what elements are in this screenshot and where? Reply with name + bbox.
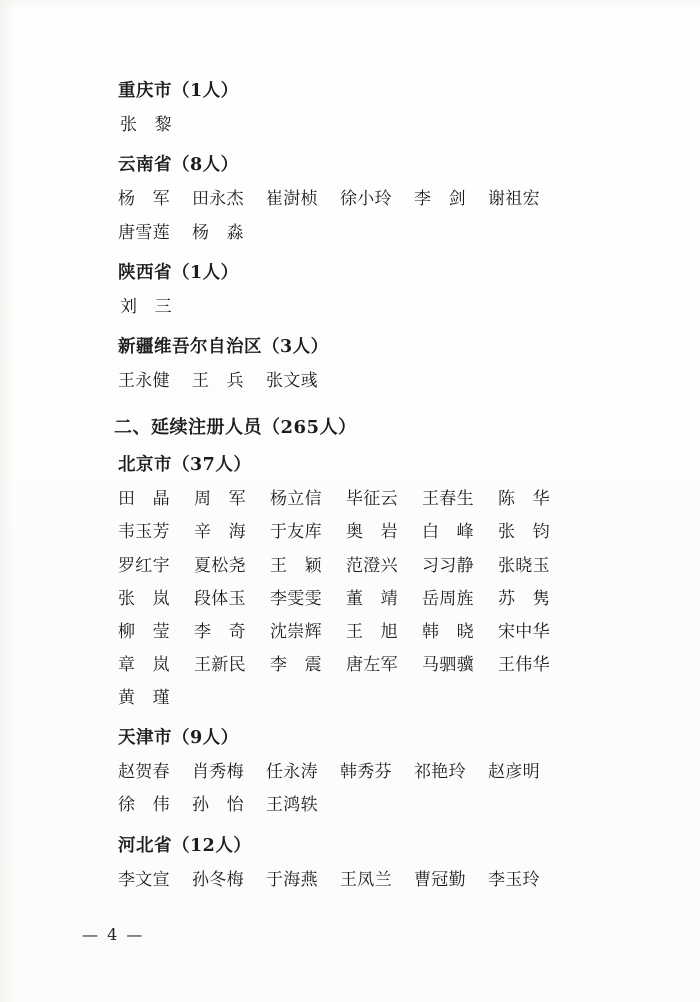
region-heading: 新疆维吾尔自治区（3人）	[118, 336, 329, 357]
person-name: 李玉玲	[488, 869, 540, 890]
person-name: 刘 三	[120, 296, 172, 317]
person-name: 唐雪莲	[118, 222, 170, 243]
name-row	[118, 291, 588, 324]
person-name: 辛 海	[194, 522, 246, 543]
person-name: 李雯雯	[270, 588, 322, 609]
name-row	[118, 217, 588, 250]
person-name: 段体玉	[194, 588, 246, 609]
scan-edge-top	[0, 0, 700, 10]
region-heading: 陕西省（1人）	[118, 262, 239, 283]
name-row	[118, 649, 588, 682]
section-heading: 二、延续注册人员（265人）	[114, 417, 357, 439]
person-name: 马驷骥	[422, 654, 474, 675]
person-name: 陈 华	[498, 489, 550, 510]
name-row	[118, 483, 588, 516]
document-body	[114, 78, 588, 897]
person-name: 张 黎	[120, 115, 172, 136]
person-name: 董 靖	[346, 588, 398, 609]
person-name: 苏 隽	[498, 588, 550, 609]
person-name: 习习静	[422, 555, 474, 576]
region-heading: 河北省（12人）	[118, 835, 252, 856]
person-name: 罗红宇	[118, 555, 170, 576]
person-name: 张文彧	[266, 371, 318, 392]
person-name: 韦玉芳	[118, 522, 170, 543]
person-name: 李 震	[270, 654, 322, 675]
person-name: 王 兵	[192, 371, 244, 392]
person-name: 谢祖宏	[488, 189, 540, 210]
region-heading: 北京市（37人）	[118, 455, 252, 476]
person-name: 于海燕	[266, 869, 318, 890]
name-row	[118, 183, 588, 216]
name-row	[118, 365, 588, 398]
person-name: 王凤兰	[340, 869, 392, 890]
person-name: 曹冠勤	[414, 869, 466, 890]
person-name: 李文宣	[118, 869, 170, 890]
region-heading: 云南省（8人）	[118, 155, 239, 176]
person-name: 张 岚	[118, 588, 170, 609]
person-name: 肖秀梅	[192, 762, 244, 783]
person-name: 王永健	[118, 371, 170, 392]
person-name: 毕征云	[346, 489, 398, 510]
person-name: 崔澍桢	[266, 189, 318, 210]
person-name: 于友库	[270, 522, 322, 543]
person-name: 周 军	[194, 489, 246, 510]
person-name: 柳 莹	[118, 621, 170, 642]
person-name: 黄 瑾	[118, 688, 170, 709]
person-name: 徐 伟	[118, 795, 170, 816]
person-name: 王新民	[194, 654, 246, 675]
person-name: 杨 淼	[192, 222, 244, 243]
person-name: 王 旭	[346, 621, 398, 642]
person-name: 韩秀芬	[340, 762, 392, 783]
person-name: 白 峰	[422, 522, 474, 543]
name-row	[118, 756, 588, 789]
name-row	[118, 516, 588, 549]
person-name: 孙冬梅	[192, 869, 244, 890]
person-name: 章 岚	[118, 654, 170, 675]
person-name: 岳周旌	[422, 588, 474, 609]
person-name: 祁艳玲	[414, 762, 466, 783]
person-name: 张 钧	[498, 522, 550, 543]
name-row	[118, 616, 588, 649]
person-name: 赵贺春	[118, 762, 170, 783]
person-name: 杨 军	[118, 189, 170, 210]
person-name: 韩 晓	[422, 621, 474, 642]
name-row	[118, 109, 588, 142]
person-name: 李 剑	[414, 189, 466, 210]
person-name: 李 奇	[194, 621, 246, 642]
person-name: 沈崇辉	[270, 621, 322, 642]
person-name: 唐左军	[346, 654, 398, 675]
scan-edge-left	[0, 0, 14, 1002]
name-row	[118, 789, 588, 822]
person-name: 田永杰	[192, 189, 244, 210]
person-name: 宋中华	[498, 621, 550, 642]
person-name: 杨立信	[270, 489, 322, 510]
region-heading: 天津市（9人）	[118, 728, 239, 749]
person-name: 徐小玲	[340, 189, 392, 210]
person-name: 奥 岩	[346, 522, 398, 543]
person-name: 夏松尧	[194, 555, 246, 576]
person-name: 田 晶	[118, 489, 170, 510]
person-name: 王鸿轶	[266, 795, 318, 816]
name-row	[118, 550, 588, 583]
person-name: 王 颖	[270, 555, 322, 576]
page-number: — 4 —	[82, 925, 145, 944]
person-name: 张晓玉	[498, 555, 550, 576]
person-name: 王伟华	[498, 654, 550, 675]
name-row	[118, 864, 588, 897]
name-row	[118, 682, 588, 715]
person-name: 赵彦明	[488, 762, 540, 783]
region-heading: 重庆市（1人）	[118, 81, 239, 101]
person-name: 任永涛	[266, 762, 318, 783]
person-name: 范澄兴	[346, 555, 398, 576]
person-name: 王春生	[422, 489, 474, 510]
name-row	[118, 583, 588, 616]
person-name: 孙 怡	[192, 795, 244, 816]
